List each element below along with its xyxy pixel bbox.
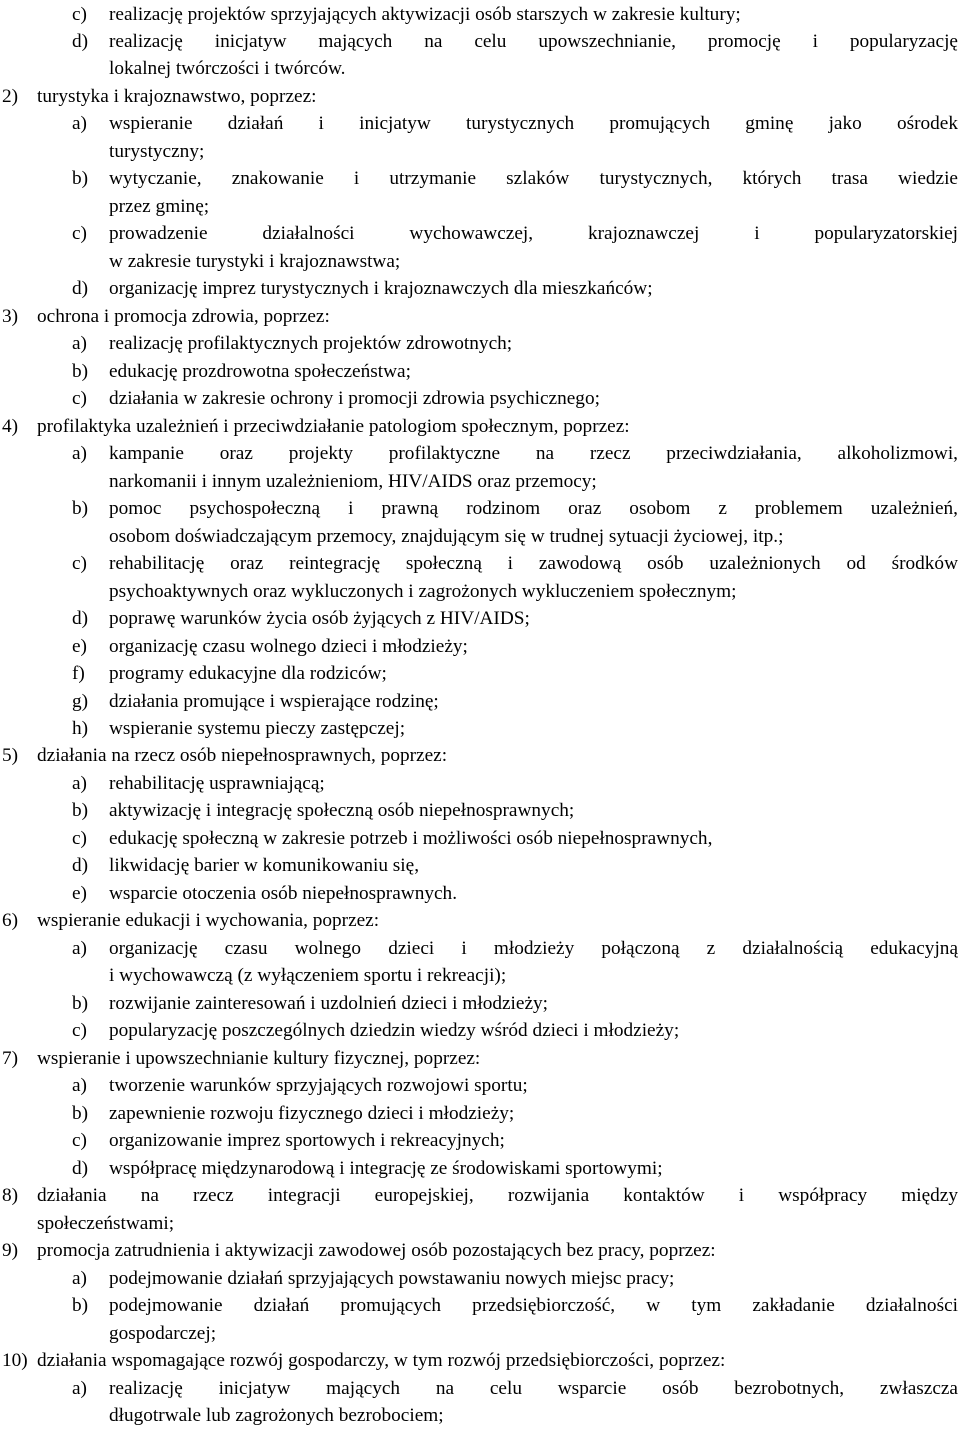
sub-list-item [0,1100,960,1128]
item-label: c) [72,388,87,410]
sub-list-item [0,1375,960,1403]
item-text: turystyka i krajoznawstwo, poprzez: [37,85,317,107]
sub-list-item [0,28,960,56]
item-text: w zakresie turystyki i krajoznawstwa; [109,250,401,272]
item-label: a) [72,1377,87,1399]
item-text: zapewnienie rozwoju fizycznego dzieci i młodzieży; [109,1102,515,1124]
item-text: profilaktyka uzależnień i przeciwdziałanie patologiom społecznym, poprzez: [37,415,630,437]
item-text: organizowanie imprez sportowych i rekreacyjnych; [109,1130,505,1152]
item-label: a) [72,333,87,355]
list-item-continuation [0,523,960,551]
item-text: narkomanii i innym uzależnieniom, HIV/AIDS oraz przemocy; [109,470,597,492]
item-text: organizację imprez turystycznych i krajoznawczych dla mieszkańców; [109,278,653,300]
item-label: c) [72,553,87,575]
item-text: wspieranie edukacji i wychowania, poprzez: [37,910,380,932]
sub-list-item [0,495,960,523]
list-item [0,1237,960,1265]
list-item [0,303,960,331]
item-label: 7) [2,1047,19,1069]
list-item-continuation [0,138,960,166]
sub-list-item [0,935,960,963]
item-label: a) [72,1075,87,1097]
list-item [0,907,960,935]
item-label: d) [72,278,89,300]
sub-list-item [0,110,960,138]
sub-list-item [0,633,960,661]
item-label: d) [72,30,89,52]
sub-list-item [0,275,960,303]
list-item [0,1347,960,1375]
list-item-continuation [0,578,960,606]
item-label: c) [72,1020,87,1042]
item-text: organizację czasu wolnego dzieci i młodzieży; [109,635,468,657]
sub-list-item [0,1292,960,1320]
item-text: prowadzenie działalności wychowawczej, krajoznawczej i popularyzatorskiej [109,223,958,245]
item-label: b) [72,1102,89,1124]
list-item [0,1045,960,1073]
sub-list-item [0,770,960,798]
item-text: organizację czasu wolnego dzieci i młodzieży połączoną z działalnością edukacyjną [109,937,958,959]
item-label: a) [72,772,87,794]
sub-list-item [0,1127,960,1155]
item-label: b) [72,1295,89,1317]
item-text: likwidację barier w komunikowaniu się, [109,855,420,877]
item-label: 6) [2,910,19,932]
item-label: 10) [2,1350,28,1372]
list-item [0,1182,960,1210]
sub-list-item [0,220,960,248]
list-item-continuation [0,55,960,83]
sub-list-item [0,797,960,825]
item-label: d) [72,855,89,877]
list-item-continuation [0,248,960,276]
item-text: poprawę warunków życia osób żyjących z HIV/AIDS; [109,608,530,630]
item-text: realizację profilaktycznych projektów zdrowotnych; [109,333,513,355]
item-text: długotrwale lub zagrożonych bezrobociem; [109,1404,444,1426]
sub-list-item [0,660,960,688]
item-label: 4) [2,415,19,437]
list-item-continuation [0,1210,960,1238]
item-text: popularyzację poszczególnych dziedzin wiedzy wśród dzieci i młodzieży; [109,1020,680,1042]
item-text: edukację społeczną w zakresie potrzeb i możliwości osób niepełnosprawnych, [109,827,713,849]
item-text: osobom doświadczającym przemocy, znajdującym się w trudnej sytuacji życiowej, itp.; [109,525,784,547]
sub-list-item [0,880,960,908]
item-text: przez gminę; [109,195,210,217]
sub-list-item [0,715,960,743]
item-text: wspieranie i upowszechnianie kultury fizycznej, poprzez: [37,1047,481,1069]
sub-list-item [0,550,960,578]
item-text: wsparcie otoczenia osób niepełnosprawnych. [109,882,458,904]
list-item-continuation [0,193,960,221]
list-item [0,83,960,111]
sub-list-item [0,825,960,853]
item-text: realizację projektów sprzyjających aktywizacji osób starszych w zakresie kultury; [109,3,741,25]
sub-list-item [0,1265,960,1293]
list-item-continuation [0,962,960,990]
sub-list-item [0,358,960,386]
sub-list-item [0,1155,960,1183]
item-text: pomoc psychospołeczną i prawną rodzinom oraz osobom z problemem uzależnień, [109,498,958,520]
item-text: podejmowanie działań promujących przedsiębiorczość, w tym zakładanie działalności [109,1295,958,1317]
list-item-continuation [0,468,960,496]
item-text: rehabilitację usprawniającą; [109,772,325,794]
item-text: kampanie oraz projekty profilaktyczne na rzecz przeciwdziałania, alkoholizmowi, [109,443,958,465]
sub-list-item [0,990,960,1018]
sub-list-item [0,1,960,29]
item-label: e) [72,635,87,657]
item-text: tworzenie warunków sprzyjających rozwojowi sportu; [109,1075,528,1097]
sub-list-item [0,440,960,468]
item-text: działania promujące i wspierające rodzinę; [109,690,439,712]
item-text: wspieranie systemu pieczy zastępczej; [109,717,406,739]
item-text: edukację prozdrowotna społeczeństwa; [109,360,411,382]
item-text: turystyczny; [109,140,205,162]
item-label: b) [72,498,89,520]
list-item [0,413,960,441]
list-item-continuation [0,1320,960,1348]
item-label: c) [72,223,87,245]
item-text: i wychowawczą (z wyłączeniem sportu i rekreacji); [109,965,507,987]
item-text: realizację inicjatyw mających na celu upowszechnianie, promocję i popularyzację [109,30,958,52]
item-label: c) [72,3,87,25]
sub-list-item [0,688,960,716]
item-text: wytyczanie, znakowanie i utrzymanie szlaków turystycznych, których trasa wiedzie [109,168,958,190]
item-text: działania na rzecz osób niepełnosprawnych, poprzez: [37,745,448,767]
item-text: gospodarczej; [109,1322,217,1344]
item-text: podejmowanie działań sprzyjających powstawaniu nowych miejsc pracy; [109,1267,675,1289]
item-text: lokalnej twórczości i twórców. [109,58,346,80]
item-text: rozwijanie zainteresowań i uzdolnień dzieci i młodzieży; [109,992,549,1014]
item-label: b) [72,360,89,382]
item-text: ochrona i promocja zdrowia, poprzez: [37,305,330,327]
item-label: 8) [2,1185,19,1207]
sub-list-item [0,605,960,633]
sub-list-item [0,330,960,358]
item-label: 5) [2,745,19,767]
item-text: aktywizację i integrację społeczną osób niepełnosprawnych; [109,800,575,822]
item-label: a) [72,443,87,465]
item-label: f) [72,663,85,685]
item-label: c) [72,1130,87,1152]
item-label: d) [72,1157,89,1179]
item-text: psychoaktywnych oraz wykluczonych i zagrożonych wykluczeniem społecznym; [109,580,737,602]
sub-list-item [0,852,960,880]
item-text: programy edukacyjne dla rodziców; [109,663,387,685]
item-label: 9) [2,1240,19,1262]
item-label: e) [72,882,87,904]
item-label: b) [72,168,89,190]
item-label: c) [72,827,87,849]
item-label: a) [72,1267,87,1289]
list-item [0,742,960,770]
item-label: a) [72,113,87,135]
item-text: promocja zatrudnienia i aktywizacji zawodowej osób pozostających bez pracy, poprzez: [37,1240,716,1262]
item-text: wspieranie działań i inicjatyw turystycznych promujących gminę jako ośrodek [109,113,958,135]
item-text: społeczeństwami; [37,1212,175,1234]
sub-list-item [0,165,960,193]
item-label: 3) [2,305,19,327]
item-label: g) [72,690,89,712]
sub-list-item [0,1072,960,1100]
item-text: działania wspomagające rozwój gospodarczy, w tym rozwój przedsiębiorczości, poprzez: [37,1350,726,1372]
sub-list-item [0,385,960,413]
item-text: działania w zakresie ochrony i promocji zdrowia psychicznego; [109,388,600,410]
item-label: h) [72,717,89,739]
item-label: 2) [2,85,19,107]
item-label: a) [72,937,87,959]
item-text: rehabilitację oraz reintegrację społeczną i zawodową osób uzależnionych od środków [109,553,958,575]
item-text: współpracę międzynarodową i integrację ze środowiskami sportowymi; [109,1157,663,1179]
item-label: b) [72,992,89,1014]
item-label: d) [72,608,89,630]
item-text: działania na rzecz integracji europejskiej, rozwijania kontaktów i współpracy między [37,1185,958,1207]
sub-list-item [0,1017,960,1045]
item-text: realizację inicjatyw mających na celu wsparcie osób bezrobotnych, zwłaszcza [109,1377,958,1399]
item-label: b) [72,800,89,822]
